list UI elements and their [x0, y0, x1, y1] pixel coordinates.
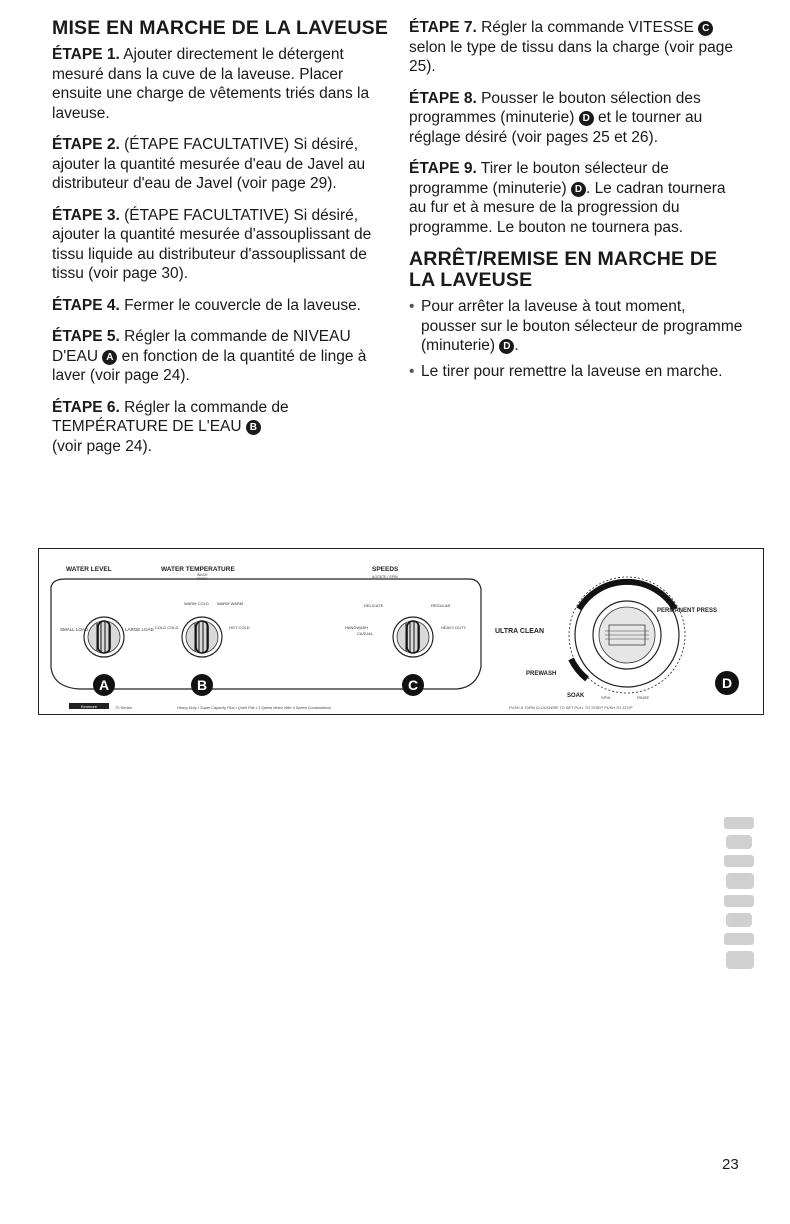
- step-8-text-after: et le tourner au réglage désiré (voir pages 25 et 26).: [409, 109, 703, 146]
- step-9: [409, 159, 744, 237]
- step-7: [409, 18, 744, 77]
- large-load-label: LARGE LOAD: [125, 627, 154, 632]
- left-column: [52, 18, 392, 468]
- warm-warm-label: WARM WARM: [217, 601, 244, 606]
- marker-a-badge: [93, 674, 115, 696]
- marker-b-badge: [191, 674, 213, 696]
- water-temperature-title: WATER TEMPERATURE: [161, 566, 235, 573]
- casual-label: CASUAL: [357, 631, 374, 636]
- step-7-text-after: selon le type de tissu dans la charge (voir page 25).: [409, 38, 733, 75]
- step-6: [52, 398, 392, 457]
- soak-label: SOAK: [567, 693, 585, 699]
- water-level-knob[interactable]: [84, 617, 124, 657]
- small-load-label: SMALL LOAD: [60, 627, 89, 632]
- step-7-text-before: Régler la commande VITESSE: [481, 19, 694, 36]
- step-5-label: ÉTAPE 5.: [52, 328, 120, 345]
- svg-text:C: C: [407, 677, 419, 693]
- brand-logo-text: Kenmore: [80, 704, 98, 709]
- marker-d-badge: [715, 671, 739, 695]
- bullet-restart-text: Le tirer pour remettre la laveuse en marche.: [421, 362, 723, 380]
- step-4: [52, 296, 392, 316]
- bullet-stop-text: Pour arrêter la laveuse à tout moment, pousser sur le bouton sélecteur de programme (minuterie): [421, 298, 743, 354]
- handwash-label: HANDWASH: [345, 625, 369, 630]
- step-4-text: Fermer le couvercle de la laveuse.: [124, 296, 361, 314]
- water-level-title: WATER LEVEL: [66, 566, 112, 573]
- features-strip: Heavy Duty • Super Capacity Plus • Quiet Pak • 3 Speed Motor With 4 Speed Combinations: [177, 706, 332, 710]
- step-2: [52, 135, 392, 194]
- step-3-label: ÉTAPE 3.: [52, 206, 120, 224]
- temperature-rinse-label: RINSE: [197, 577, 208, 581]
- marker-c-badge: [402, 674, 424, 696]
- step-9-text-after: . Le cadran tournera au fur et à mesure de la progression du programme. Le bouton ne tournera pas.: [409, 179, 726, 236]
- speeds-title: SPEEDS: [372, 566, 399, 573]
- section-heading-start: MISE EN MARCHE DE LA LAVEUSE: [52, 17, 389, 39]
- speeds-knob[interactable]: [393, 617, 433, 657]
- scan-watermark: [720, 815, 760, 975]
- bullet-restart: [409, 362, 744, 382]
- step-6-label: ÉTAPE 6.: [52, 398, 120, 416]
- step-3: [52, 206, 392, 284]
- stop-restart-list: [409, 297, 744, 381]
- svg-text:A: A: [98, 677, 110, 693]
- speeds-subtitle: AGITATE / SPIN: [372, 575, 398, 579]
- step-8-text-before: Pousser le bouton sélection des programmes (minuterie): [409, 89, 701, 126]
- ultra-clean-label: ULTRA CLEAN: [495, 628, 544, 635]
- right-column: [409, 18, 744, 387]
- step-9-text-before: Tirer le bouton sélecteur de programme (minuterie): [409, 160, 669, 197]
- page-number: 23: [722, 1156, 739, 1173]
- step-2-label: ÉTAPE 2.: [52, 136, 120, 153]
- step-5-text-before: Régler la commande de NIVEAU D'EAU: [52, 328, 351, 365]
- step-6-text-after: (voir page 24).: [52, 437, 152, 455]
- step-8: [409, 89, 744, 148]
- bullet-stop-end: .: [514, 337, 519, 354]
- control-panel-drawing: [39, 549, 763, 714]
- step-4-label: ÉTAPE 4.: [52, 296, 120, 314]
- series-label: 70 Series: [115, 705, 132, 710]
- warm-cold-label: WARM COLD: [184, 601, 209, 606]
- svg-text:D: D: [721, 675, 733, 691]
- step-6-text-before: Régler la commande de TEMPÉRATURE DE L'EAU: [52, 398, 289, 435]
- step-1-label: ÉTAPE 1.: [52, 46, 120, 63]
- step-1: [52, 45, 392, 123]
- bullet-stop: [409, 297, 744, 356]
- permanent-press-label: PERMANENT PRESS: [657, 608, 718, 614]
- marker-d-icon: D: [579, 111, 594, 126]
- marker-c-icon: C: [698, 21, 713, 36]
- regular-label: REGULAR: [431, 603, 451, 608]
- control-panel-figure: [38, 548, 764, 715]
- timer-instructions: PUSH & TURN CLOCKWISE TO SET PULL TO START PUSH TO STOP: [509, 706, 633, 710]
- rinse-label: RINSE: [637, 695, 650, 700]
- spin-label: SPIN: [601, 695, 611, 700]
- marker-a-icon: A: [102, 350, 117, 365]
- step-3-text: (ÉTAPE FACULTATIVE) Si désiré, ajouter la quantité mesurée d'assouplissant de tissu liquide au distributeur d'assouplissant de tissu (voir page 30).: [52, 206, 372, 282]
- step-5-text-after: en fonction de la quantité de linge à laver (voir page 24).: [52, 347, 367, 384]
- step-5: [52, 327, 392, 386]
- step-7-label: ÉTAPE 7.: [409, 19, 477, 36]
- step-8-label: ÉTAPE 8.: [409, 89, 477, 107]
- marker-d-icon: D: [499, 339, 514, 354]
- step-9-label: ÉTAPE 9.: [409, 160, 477, 177]
- prewash-label: PREWASH: [526, 671, 557, 677]
- step-1-text: Ajouter directement le détergent mesuré dans la cuve de la laveuse. Placer ensuite une charge de vêtements triés dans la laveuse.: [52, 46, 370, 122]
- temperature-wash-label: WASH: [197, 573, 208, 577]
- marker-d-icon: D: [571, 182, 586, 197]
- marker-b-icon: B: [246, 420, 261, 435]
- water-temperature-knob[interactable]: [182, 617, 222, 657]
- step-2-text: (ÉTAPE FACULTATIVE) Si désiré, ajouter la quantité mesurée d'eau de Javel au distributeur d'eau de Javel (voir page 29).: [52, 136, 366, 192]
- heavy-duty-label: HEAVY DUTY: [441, 625, 467, 630]
- cold-cold-label: COLD COLD: [155, 625, 179, 630]
- section-heading-stop-restart: ARRÊT/REMISE EN MARCHE DE LA LAVEUSE: [409, 248, 718, 291]
- cycle-timer-dial[interactable]: [569, 577, 685, 693]
- delicate-label: DELICATE: [364, 603, 384, 608]
- hot-cold-label: HOT COLD: [229, 625, 250, 630]
- svg-text:B: B: [196, 677, 208, 693]
